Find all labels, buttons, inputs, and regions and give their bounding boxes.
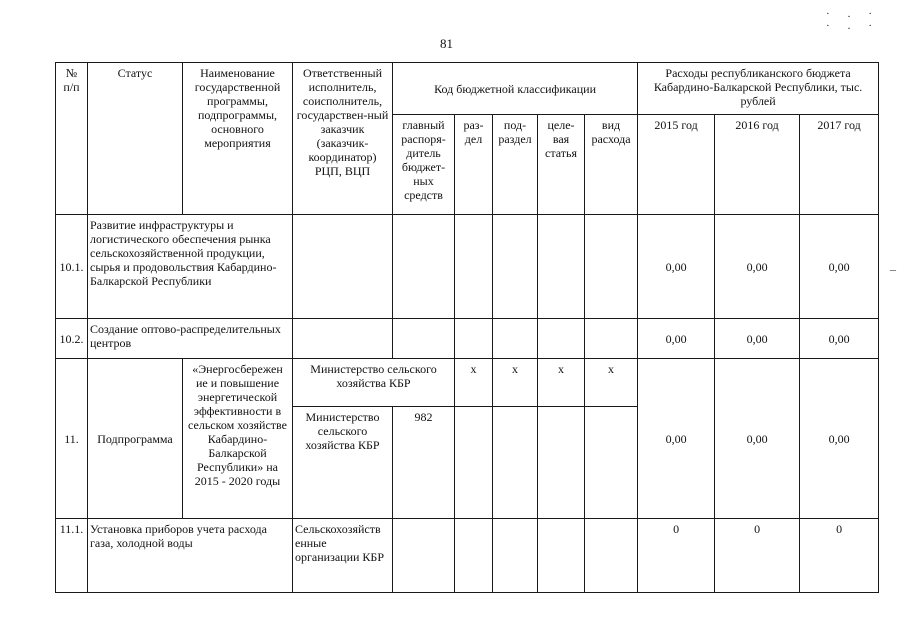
row-2017: 0	[800, 519, 879, 593]
row-2016: 0,00	[715, 215, 800, 319]
row-type	[585, 319, 638, 359]
row-article: х	[538, 359, 585, 407]
row-2016: 0,00	[715, 319, 800, 359]
row-2015: 0,00	[638, 319, 715, 359]
row-podrazdel: х	[493, 359, 538, 407]
row-podrazdel	[493, 519, 538, 593]
header-expenses: Расходы республиканского бюджета Кабардино-Балкарской Республики, тыс. рублей	[638, 63, 879, 115]
header-num: № п/п	[56, 63, 88, 215]
table-row	[56, 359, 879, 407]
header-razdel: раз-дел	[455, 115, 493, 215]
row-program-name: «Энергосбережен ие и повышение энергетической эффективности в сельском хозяйстве Кабардино-Балкарской Республики» на 2015 - 2020 годы	[183, 359, 293, 519]
row-grbs	[393, 215, 455, 319]
row-grbs: 982	[393, 407, 455, 519]
row-razdel	[455, 319, 493, 359]
row-article	[538, 215, 585, 319]
row-title: Установка приборов учета расхода газа, холодной воды	[88, 519, 293, 593]
table-row	[56, 519, 879, 593]
row-article-empty	[538, 407, 585, 519]
row-2017: 0,00	[800, 359, 879, 519]
row-executor	[293, 319, 393, 359]
row-type-empty	[585, 407, 638, 519]
row-razdel: х	[455, 359, 493, 407]
row-2015: 0,00	[638, 359, 715, 519]
row-razdel	[455, 519, 493, 593]
row-type	[585, 215, 638, 319]
row-podrazdel-empty	[493, 407, 538, 519]
row-razdel-empty	[455, 407, 493, 519]
header-2017: 2017 год	[800, 115, 879, 215]
row-executor	[293, 215, 393, 319]
scan-marks: ·.· ·.·	[826, 8, 891, 32]
header-2015: 2015 год	[638, 115, 715, 215]
header-type: вид расхода	[585, 115, 638, 215]
budget-table	[55, 62, 879, 593]
row-executor-main: Министерство сельского хозяйства КБР	[293, 359, 455, 407]
row-executor-secondary: Министерство сельского хозяйства КБР	[293, 407, 393, 519]
row-title: Создание оптово-распределительных центров	[88, 319, 293, 359]
row-podrazdel	[493, 319, 538, 359]
table-row	[56, 319, 879, 359]
header-podrazdel: под-раздел	[493, 115, 538, 215]
row-type: х	[585, 359, 638, 407]
row-2015: 0,00	[638, 215, 715, 319]
row-article	[538, 519, 585, 593]
row-2015: 0	[638, 519, 715, 593]
row-executor: Сельскохозяйств енные организации КБР	[293, 519, 393, 593]
row-2016: 0	[715, 519, 800, 593]
row-grbs	[393, 519, 455, 593]
row-num: 11.	[56, 359, 88, 519]
header-executor: Ответственный исполнитель, соисполнитель, государствен-ный заказчик (заказчик-координатор) РЦП, ВЦП	[293, 63, 393, 215]
header-grbs: главный распоря-дитель бюджет-ных средств	[393, 115, 455, 215]
row-2017: 0,00	[800, 319, 879, 359]
row-num: 10.1.	[56, 215, 88, 319]
table-row	[56, 215, 879, 319]
row-title: Развитие инфраструктуры и логистического обеспечения рынка сельскохозяйственной продукции, сырья и продовольствия Кабардино-Балкарской Республики	[88, 215, 293, 319]
row-type	[585, 519, 638, 593]
header-name: Наименование государственной программы, подпрограммы, основного мероприятия	[183, 63, 293, 215]
row-2016: 0,00	[715, 359, 800, 519]
row-status: Подпрограмма	[88, 359, 183, 519]
row-razdel	[455, 215, 493, 319]
header-status: Статус	[88, 63, 183, 215]
header-2016: 2016 год	[715, 115, 800, 215]
page-number: 81	[440, 36, 453, 51]
row-grbs	[393, 319, 455, 359]
header-article: целе-вая статья	[538, 115, 585, 215]
margin-mark: –	[890, 262, 896, 276]
row-podrazdel	[493, 215, 538, 319]
row-num: 10.2.	[56, 319, 88, 359]
row-num: 11.1.	[56, 519, 88, 593]
row-article	[538, 319, 585, 359]
header-budget-code: Код бюджетной классификации	[393, 63, 638, 115]
row-2017: 0,00	[800, 215, 879, 319]
